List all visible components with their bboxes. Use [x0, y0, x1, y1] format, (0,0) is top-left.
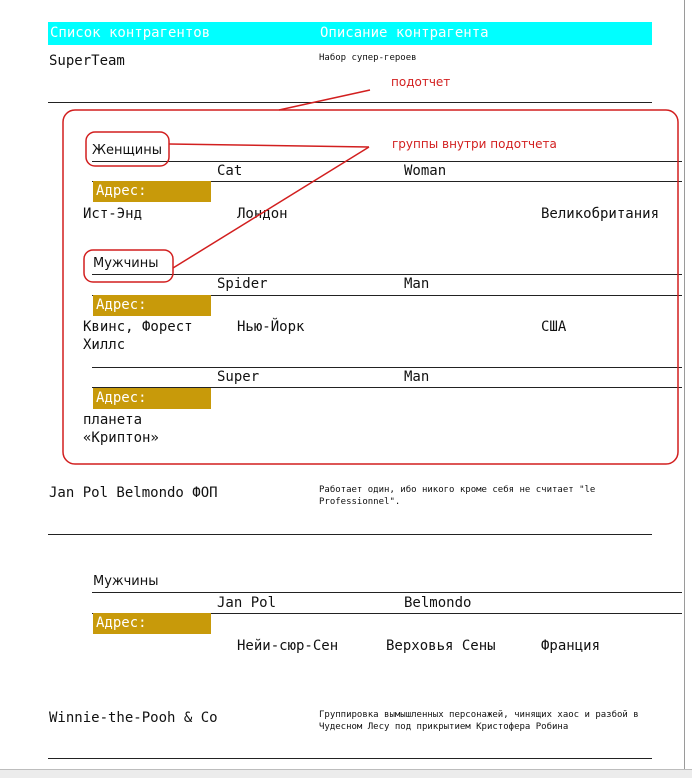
person-last-name: Belmondo — [404, 595, 472, 611]
person-last-name: Man — [404, 369, 430, 385]
header-col-description: Описание контрагента — [320, 25, 489, 41]
person-first-name: Super — [217, 369, 260, 385]
contractor-name: Jan Pol Belmondo ФОП — [49, 485, 218, 501]
contractor-description: Набор супер-героев — [319, 53, 417, 63]
address-city: Нью-Йорк — [237, 319, 305, 335]
group-header-men: Мужчины — [93, 574, 159, 589]
header-col-contractors: Список контрагентов — [50, 25, 211, 41]
group-header-women: Женщины — [92, 143, 162, 158]
group-highlight-men — [84, 250, 173, 282]
annotation-subreport: подотчет — [391, 75, 451, 89]
person-first-name: Jan Pol — [217, 595, 277, 611]
arrow-group-men — [173, 147, 369, 268]
contractor-description: Группировка вымышленных персонажей, чинящих хаос и разбой в Чудесном Лесу под прикрытием Кристофера Робина — [319, 710, 639, 732]
group-header-men: Мужчины — [93, 256, 159, 271]
person-last-name: Woman — [404, 163, 447, 179]
person-first-name: Cat — [217, 163, 243, 179]
address-city: Лондон — [237, 206, 288, 222]
annotation-groups: группы внутри подотчета — [392, 137, 557, 151]
contractor-name: Winnie-the-Pooh & Co — [49, 710, 218, 726]
address-label: Адрес: — [93, 613, 211, 634]
arrow-subreport — [279, 90, 370, 110]
contractor-name: SuperTeam — [49, 53, 125, 69]
arrow-group-women — [169, 144, 369, 147]
address-street: Ист-Энд — [83, 206, 143, 222]
address-label: Адрес: — [93, 388, 211, 409]
address-country: США — [541, 319, 567, 335]
address-label: Адрес: — [93, 181, 211, 202]
contractor-description: Работает один, ибо никого кроме себя не считает "le Professionnel". — [319, 485, 596, 507]
subreport-frame — [63, 110, 678, 464]
address-region: Верховья Сены — [386, 638, 496, 654]
group-highlight-women — [86, 132, 169, 166]
address-street: Квинс, Форест Хиллс — [83, 319, 193, 353]
address-label: Адрес: — [93, 295, 211, 316]
address-street: планета «Криптон» — [83, 412, 159, 446]
address-city: Нейи-сюр-Сен — [237, 638, 339, 654]
person-last-name: Man — [404, 276, 430, 292]
person-first-name: Spider — [217, 276, 268, 292]
address-country: Великобритания — [541, 206, 660, 222]
address-country: Франция — [541, 638, 601, 654]
